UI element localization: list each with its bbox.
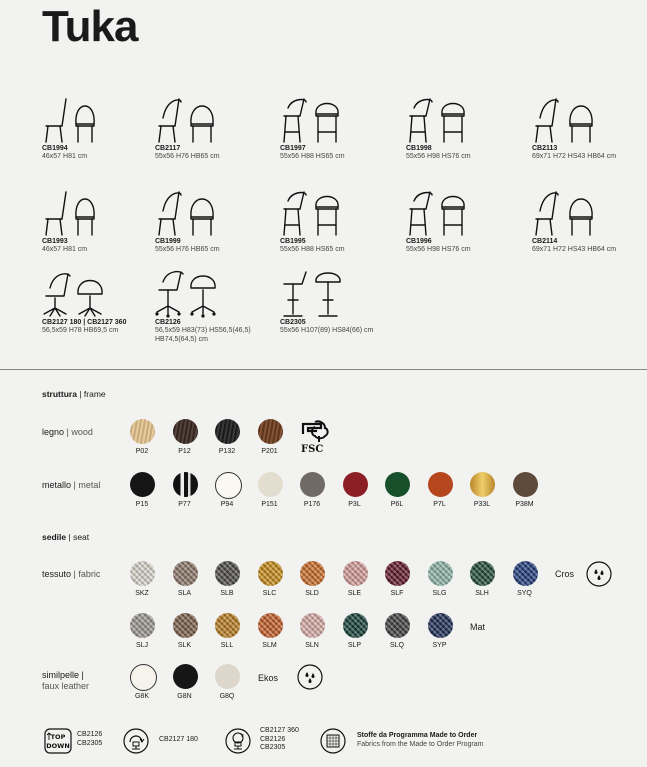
swatch-p02 <box>130 419 155 444</box>
ekos-label: Ekos <box>258 673 279 683</box>
product-item <box>42 270 162 335</box>
swatch-p176 <box>300 472 325 497</box>
svg-text:FSC: FSC <box>301 444 324 455</box>
frame-heading: struttura | frame <box>42 389 106 399</box>
product-dimensions: 56,5x59 H83(73) HS56,5(46,5) <box>155 327 251 334</box>
product-code: CB1994 <box>42 145 68 152</box>
swatch-code: P38M <box>515 501 534 508</box>
swatch-code: SLB <box>220 590 234 597</box>
swatch-code: G8Q <box>219 693 235 700</box>
swatch-slg <box>428 561 453 586</box>
swatch-code: SLC <box>262 590 277 597</box>
product-drawing-icon <box>155 189 225 237</box>
product-code: CB1999 <box>155 238 181 245</box>
swatch-p12 <box>173 419 198 444</box>
product-dimensions: 69x71 H72 HS43 HB64 cm <box>532 153 617 160</box>
product-dimensions: 55x56 H76 HB65 cm <box>155 153 220 160</box>
swatch-code: SLA <box>177 590 192 597</box>
product-drawing-icon <box>280 270 350 318</box>
product-drawing-icon <box>42 189 112 237</box>
swatch-slb <box>215 561 240 586</box>
swatch-code: P15 <box>135 501 149 508</box>
top-down-icon <box>44 728 72 759</box>
product-dimensions: HB74,5(64,5) cm <box>155 336 208 343</box>
swatch-p201 <box>258 419 283 444</box>
water-drops-icon <box>586 561 612 592</box>
product-item <box>42 96 162 161</box>
swatch-p3l <box>343 472 368 497</box>
swatch-slf <box>385 561 410 586</box>
swatch-code: G8K <box>134 693 149 700</box>
product-item <box>532 96 647 161</box>
product-drawing-icon <box>532 96 602 144</box>
swatch-sll <box>215 613 240 638</box>
product-dimensions: 46x57 H81 cm <box>42 153 88 160</box>
product-item <box>280 96 400 161</box>
product-code: CB2305 <box>280 319 306 326</box>
swatch-code: P201 <box>261 448 278 455</box>
footer-group-1: CB2126 CB2305 <box>77 731 103 747</box>
swatch-code: SLG <box>432 590 447 597</box>
swatch-code: SLM <box>262 642 277 649</box>
swatch-code: P3L <box>348 501 361 508</box>
product-item <box>406 96 526 161</box>
product-code: CB2113 <box>532 145 558 152</box>
swatch-code: P176 <box>303 501 321 508</box>
swatch-skz <box>130 561 155 586</box>
product-item <box>155 189 275 254</box>
swatch-code: SKZ <box>135 590 149 597</box>
swatch-p151 <box>258 472 283 497</box>
swatch-p33l <box>470 472 495 497</box>
product-drawing-icon <box>42 96 112 144</box>
product-code: CB1995 <box>280 238 306 245</box>
product-drawing-icon <box>406 189 476 237</box>
product-dimensions: 46x57 H81 cm <box>42 246 88 253</box>
swatch-slh <box>470 561 495 586</box>
product-code: CB2127 180 | CB2127 360 <box>42 319 127 326</box>
swatch-code: P12 <box>178 448 191 455</box>
swatch-slm <box>258 613 283 638</box>
swatch-g8k <box>130 664 157 691</box>
swatch-p77 <box>173 472 198 497</box>
swatch-code: P151 <box>261 501 278 508</box>
product-item <box>280 270 400 335</box>
swatch-p6l <box>385 472 410 497</box>
swatch-g8q <box>215 664 240 689</box>
product-drawing-icon <box>155 270 225 318</box>
product-code: CB1997 <box>280 145 306 152</box>
water-drops-icon <box>297 664 323 695</box>
product-dimensions: 55x56 H98 HS76 cm <box>406 246 471 253</box>
product-code: CB1993 <box>42 238 68 245</box>
swivel-360-icon <box>225 728 251 759</box>
mat-label: Mat <box>470 622 486 632</box>
product-dimensions: 55x56 H88 HS65 cm <box>280 246 345 253</box>
swatch-code: P132 <box>218 448 236 455</box>
product-item <box>42 189 162 254</box>
swatch-code: SLN <box>305 642 319 649</box>
product-code: CB1996 <box>406 238 432 245</box>
swatch-sle <box>343 561 368 586</box>
swatch-code: P02 <box>135 448 149 455</box>
product-code: CB2114 <box>532 238 558 245</box>
product-dimensions: 55x56 H107(89) HS84(66) cm <box>280 327 374 334</box>
page-title: Tuka <box>42 2 138 51</box>
svg-text:DOWN: DOWN <box>46 742 70 750</box>
made-to-order-icon <box>320 728 346 759</box>
swatch-syp <box>428 613 453 638</box>
swatch-slj <box>130 613 155 638</box>
product-drawing-icon <box>280 189 350 237</box>
swatch-sla <box>173 561 198 586</box>
swatch-code: SYP <box>432 642 447 649</box>
swatch-code: SLJ <box>135 642 149 649</box>
swatch-code: SLE <box>347 590 362 597</box>
metal-label: metallo | metal <box>42 480 101 490</box>
seat-heading: sedile | seat <box>42 532 90 542</box>
swatch-code: SLD <box>305 590 319 597</box>
swatch-code: P94 <box>220 501 234 508</box>
product-item <box>280 189 400 254</box>
swatch-code: P6L <box>390 501 404 508</box>
swatch-code: SYQ <box>517 590 532 597</box>
swatch-p38m <box>513 472 538 497</box>
fsc-logo-icon <box>297 418 333 456</box>
faux-leather-label: similpelle | faux leather <box>42 670 90 691</box>
product-drawing-icon <box>155 96 225 144</box>
product-drawing-icon <box>532 189 602 237</box>
footer-program: Stoffe da Programma Made to Order Fabrics from the Made to Order Program <box>357 732 484 748</box>
product-dimensions: 56,5x59 H78 HB69,5 cm <box>42 327 119 334</box>
swatch-code: P33L <box>473 501 491 508</box>
swatch-code: SLF <box>390 590 404 597</box>
swatch-sln <box>300 613 325 638</box>
swatch-p15 <box>130 472 155 497</box>
product-dimensions: 55x56 H76 HB65 cm <box>155 246 220 253</box>
wood-label: legno | wood <box>42 427 93 437</box>
swatch-code: SLQ <box>389 642 404 649</box>
swatch-slk <box>173 613 198 638</box>
swatch-g8n <box>173 664 198 689</box>
footer-group-3: CB2127 360 CB2126 CB2305 <box>260 727 299 751</box>
swivel-180-icon <box>123 728 149 759</box>
product-drawing-icon <box>280 96 350 144</box>
swatch-p94 <box>215 472 242 499</box>
swatch-code: SLP <box>347 642 362 649</box>
product-dimensions: 69x71 H72 HS43 HB64 cm <box>532 246 617 253</box>
swatch-code: P7L <box>433 501 446 508</box>
swatch-p7l <box>428 472 453 497</box>
product-item <box>406 189 526 254</box>
swatch-sld <box>300 561 325 586</box>
swatch-slq <box>385 613 410 638</box>
swatch-code: P77 <box>178 501 191 508</box>
product-code: CB1998 <box>406 145 432 152</box>
swatch-code: SLH <box>475 590 489 597</box>
product-code: CB2117 <box>155 145 181 152</box>
product-dimensions: 55x56 H88 HS65 cm <box>280 153 345 160</box>
swatch-code: SLK <box>177 642 192 649</box>
swatch-syq <box>513 561 538 586</box>
product-item <box>155 270 275 344</box>
product-dimensions: 55x56 H98 HS76 cm <box>406 153 471 160</box>
footer-group-2: CB2127 180 <box>159 736 198 743</box>
cros-label: Cros <box>555 569 575 579</box>
product-drawing-icon <box>42 270 112 318</box>
section-divider <box>0 369 647 370</box>
product-item <box>155 96 275 161</box>
product-drawing-icon <box>406 96 476 144</box>
swatch-slp <box>343 613 368 638</box>
swatch-slc <box>258 561 283 586</box>
svg-text:TOP: TOP <box>50 733 66 741</box>
swatch-code: G8N <box>177 693 192 700</box>
fabric-label: tessuto | fabric <box>42 569 101 579</box>
swatch-p132 <box>215 419 240 444</box>
product-code: CB2126 <box>155 319 181 326</box>
product-item <box>532 189 647 254</box>
swatch-code: SLL <box>220 642 234 649</box>
